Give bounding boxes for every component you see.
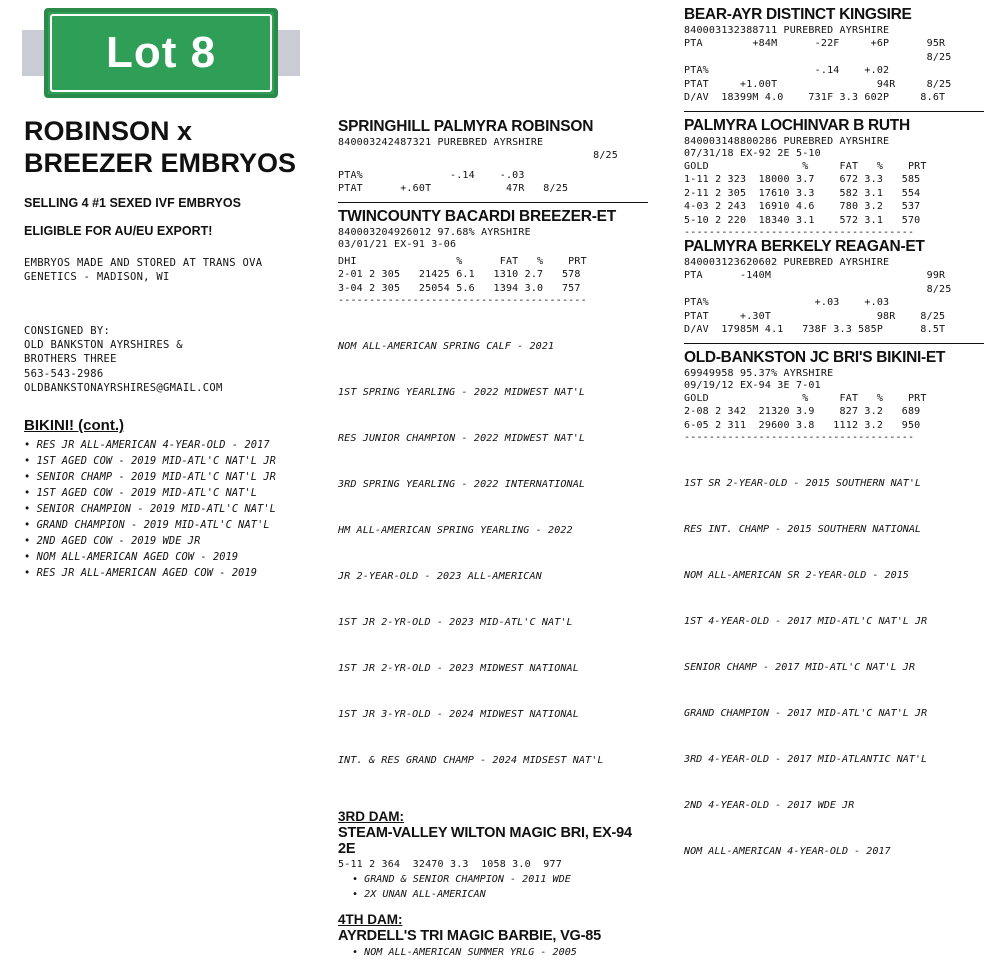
list-item: • NOM ALL-AMERICAN SUMMER YRLG - 2005 (352, 945, 648, 960)
bear-ayr-pta-row: PTA +84M -22F +6P 95R (684, 38, 946, 49)
list-item: • 1ST AGED COW - 2019 MID-ATL'C NAT'L JR (24, 454, 322, 470)
table-row: 2-01 2 305 21425 6.1 1310 2.7 578 (338, 269, 581, 280)
list-item: 3RD SPRING YEARLING - 2022 INTERNATIONAL (338, 478, 586, 490)
reagan-ptat-row: PTAT +.30T 98R 8/25 (684, 310, 946, 322)
third-dam-block (338, 809, 648, 903)
embryo-storage-note (24, 256, 322, 284)
list-item: 1ST 4-YEAR-OLD - 2017 MID-ATL'C NAT'L JR (684, 615, 928, 627)
dam-classification: 03/01/21 EX-91 3-06 (338, 238, 457, 250)
sire-ptat-row: PTAT +.60T 47R 8/25 (338, 183, 569, 194)
list-item: NOM ALL-AMERICAN 4-YEAR-OLD - 2017 (684, 845, 891, 857)
lot-number-inner-border (50, 14, 272, 92)
list-item: JR 2-YEAR-OLD - 2023 ALL-AMERICAN (338, 570, 542, 582)
table-row: 1-11 2 323 18000 3.7 672 3.3 585 (684, 174, 921, 185)
list-item: • RES JR ALL-AMERICAN 4-YEAR-OLD - 2017 (24, 438, 322, 454)
table-row: 5-11 2 364 32470 3.3 1058 3.0 977 (338, 858, 562, 870)
sire-pta-percent-row: PTA% -.14 -.03 (338, 169, 525, 181)
list-item: • SENIOR CHAMP - 2019 MID-ATL'C NAT'L JR (24, 470, 322, 486)
dam-awards-list (338, 308, 648, 799)
third-dam-header: 3RD DAM: (338, 808, 404, 824)
list-item: HM ALL-AMERICAN SPRING YEARLING - 2022 (338, 524, 573, 536)
list-item: RES JUNIOR CHAMPION - 2022 MIDWEST NAT'L (338, 432, 586, 444)
list-item: 1ST SPRING YEARLING - 2022 MIDWEST NAT'L (338, 386, 586, 398)
bikini-continued-header: BIKINI! (cont.) (24, 416, 124, 434)
consignor-email: OLDBANKSTONAYRSHIRES@GMAIL.COM (24, 381, 223, 394)
table-row: 2-11 2 305 17610 3.3 582 3.1 554 (684, 187, 921, 199)
list-item: INT. & RES GRAND CHAMP - 2024 MIDSEST NAT'L (338, 754, 604, 766)
dam-name: TWINCOUNTY BACARDI BREEZER-ET (338, 207, 617, 225)
divider (338, 202, 648, 203)
list-item: 2ND 4-YEAR-OLD - 2017 WDE JR (684, 799, 855, 811)
table-row: 2-08 2 342 21320 3.9 827 3.2 689 (684, 406, 921, 417)
consignor-phone: 563-543-2986 (24, 367, 104, 380)
divider (684, 111, 984, 112)
lochinvar-registration: 840003148800286 PUREBRED AYRSHIRE (684, 135, 890, 147)
table-row: 4-03 2 243 16910 4.6 780 3.2 537 (684, 201, 921, 212)
reagan-registration: 840003123620602 PUREBRED AYRSHIRE (684, 257, 890, 268)
divider (684, 343, 984, 344)
table-row: 6-05 2 311 29600 3.8 1112 3.2 950 (684, 419, 921, 431)
list-item: NOM ALL-AMERICAN SPRING CALF - 2021 (338, 340, 555, 352)
bear-ayr-ptat-row: PTAT +1.00T 94R 8/25 (684, 78, 952, 90)
list-item: • SENIOR CHAMPION - 2019 MID-ATL'C NAT'L (24, 502, 322, 518)
sire-registration: 840003242487321 PUREBRED AYRSHIRE (338, 137, 544, 148)
page-title-line-1: ROBINSON x (24, 116, 193, 146)
list-item: SENIOR CHAMP - 2017 MID-ATL'C NAT'L JR (684, 661, 915, 673)
bikini-table-header: GOLD % FAT % PRT (684, 392, 927, 404)
sire-name: SPRINGHILL PALMYRA ROBINSON (338, 118, 594, 135)
dashed-divider: ------------------------------------- (684, 432, 915, 443)
bikini-classification: 09/19/12 EX-94 3E 7-01 (684, 379, 821, 391)
third-dam-awards-list (352, 872, 648, 902)
fourth-dam-awards-list (352, 945, 648, 960)
reagan-name: PALMYRA BERKELY REAGAN-ET (684, 238, 925, 255)
list-item: • GRAND CHAMPION - 2019 MID-ATL'C NAT'L (24, 518, 322, 534)
fourth-dam-name: AYRDELL'S TRI MAGIC BARBIE, VG-85 (338, 928, 601, 945)
list-item: 1ST JR 3-YR-OLD - 2024 MIDWEST NATIONAL (338, 708, 579, 720)
consignor-name-2: BROTHERS THREE (24, 353, 117, 366)
reagan-pta-percent-row: PTA% +.03 +.03 (684, 297, 890, 308)
third-dam-name: STEAM-VALLEY WILTON MAGIC BRI, EX-94 2E (338, 824, 632, 857)
sire-date: 8/25 (593, 150, 618, 161)
table-row: 3-04 2 305 25054 5.6 1394 3.0 757 (338, 282, 581, 294)
selling-note: SELLING 4 #1 SEXED IVF EMBRYOS (24, 195, 241, 210)
left-column (22, 8, 322, 582)
list-item: • 2X UNAN ALL-AMERICAN (352, 887, 648, 902)
fourth-dam-header: 4TH DAM: (338, 912, 403, 928)
list-item: RES INT. CHAMP - 2015 SOUTHERN NATIONAL (684, 523, 922, 535)
consignor-block (24, 324, 322, 395)
bikini-name: OLD-BANKSTON JC BRI'S BIKINI-ET (684, 348, 946, 366)
dam-registration: 840003204926012 97.68% AYRSHIRE (338, 226, 531, 238)
table-row: 5-10 2 220 18340 3.1 572 3.1 570 (684, 214, 921, 226)
embryo-storage-line-2: GENETICS - MADISON, WI (24, 270, 170, 283)
list-item: • NOM ALL-AMERICAN AGED COW - 2019 (24, 550, 322, 566)
reagan-pta-row: PTA -140M 99R (684, 270, 946, 281)
embryo-storage-line-1: EMBRYOS MADE AND STORED AT TRANS OVA (24, 256, 263, 269)
bear-ayr-pta-date: 8/25 (684, 51, 952, 63)
lochinvar-classification: 07/31/18 EX-92 2E 5-10 (684, 147, 821, 159)
bear-ayr-block (684, 6, 984, 105)
list-item: • RES JR ALL-AMERICAN AGED COW - 2019 (24, 566, 322, 582)
bear-ayr-registration: 840003132388711 PUREBRED AYRSHIRE (684, 25, 890, 36)
reagan-dav-row: D/AV 17985M 4.1 738F 3.3 585P 8.5T (684, 324, 946, 335)
reagan-pta-date: 8/25 (684, 283, 952, 295)
page-title-line-2: BREEZER EMBRYOS (24, 147, 297, 178)
lochinvar-table-header: GOLD % FAT % PRT (684, 160, 927, 172)
bikini-awards-list-right (684, 445, 984, 890)
lot-number-label: Lot 8 (105, 28, 217, 77)
lot-number-box (44, 8, 278, 98)
bear-ayr-dav-row: D/AV 18399M 4.0 731F 3.3 602P 8.6T (684, 92, 946, 103)
bikini-registration: 69949958 95.37% AYRSHIRE (684, 367, 834, 379)
middle-column (338, 118, 648, 960)
page-title (24, 116, 322, 180)
bear-ayr-pta-percent-row: PTA% -.14 +.02 (684, 65, 890, 76)
consigned-by-label: CONSIGNED BY: (24, 325, 111, 338)
sire-block (338, 118, 648, 196)
fourth-dam-block (338, 912, 648, 960)
lochinvar-name: PALMYRA LOCHINVAR B RUTH (684, 116, 910, 134)
reagan-block (684, 238, 984, 337)
dam-block (338, 208, 648, 799)
dashed-divider: ---------------------------------------- (338, 295, 587, 306)
list-item: 1ST JR 2-YR-OLD - 2023 MIDWEST NATIONAL (338, 662, 579, 674)
lot-banner (22, 8, 300, 100)
bikini-block (684, 349, 984, 890)
right-column (684, 6, 984, 890)
eligible-note: ELIGIBLE FOR AU/EU EXPORT! (24, 223, 213, 238)
list-item: 1ST SR 2-YEAR-OLD - 2015 SOUTHERN NAT'L (684, 477, 922, 489)
consignor-name-1: OLD BANKSTON AYRSHIRES & (24, 339, 183, 352)
dashed-divider: ------------------------------------- (684, 227, 915, 238)
bear-ayr-name: BEAR-AYR DISTINCT KINGSIRE (684, 6, 912, 23)
list-item: • 2ND AGED COW - 2019 WDE JR (24, 534, 322, 550)
list-item: 3RD 4-YEAR-OLD - 2017 MID-ATLANTIC NAT'L (684, 753, 928, 765)
dam-table-header: DHI % FAT % PRT (338, 255, 587, 267)
list-item: • GRAND & SENIOR CHAMPION - 2011 WDE (352, 872, 648, 887)
list-item: GRAND CHAMPION - 2017 MID-ATL'C NAT'L JR (684, 707, 928, 719)
list-item: 1ST JR 2-YR-OLD - 2023 MID-ATL'C NAT'L (338, 616, 573, 628)
list-item: • 1ST AGED COW - 2019 MID-ATL'C NAT'L (24, 486, 322, 502)
bikini-awards-list (24, 438, 322, 582)
lochinvar-block (684, 117, 984, 239)
list-item: NOM ALL-AMERICAN SR 2-YEAR-OLD - 2015 (684, 569, 909, 581)
